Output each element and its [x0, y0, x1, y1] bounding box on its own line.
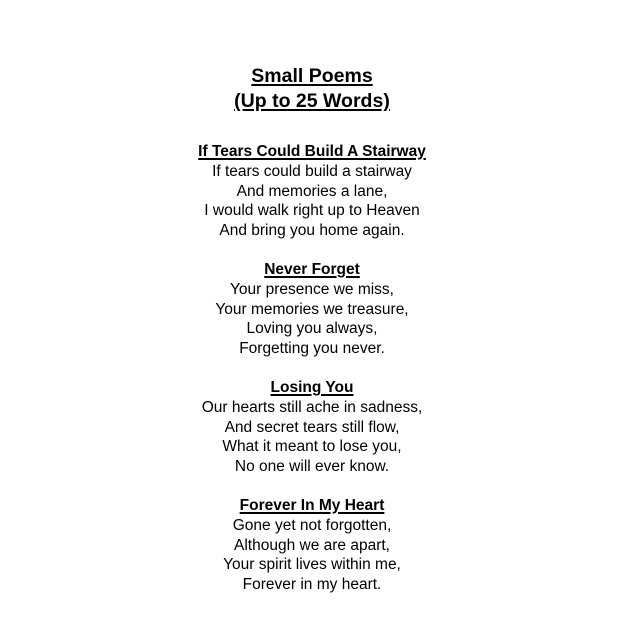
poem-line: If tears could build a stairway: [212, 163, 412, 180]
poem-line: Although we are apart,: [234, 536, 390, 554]
poem-losing-you: [0, 378, 624, 476]
poem-title: If Tears Could Build A Stairway: [198, 143, 426, 160]
document-title-line-1: Small Poems: [251, 65, 373, 87]
poem-line: Our hearts still ache in sadness,: [201, 399, 423, 416]
poem-line: And memories a lane,: [236, 182, 388, 200]
poem-title: Never Forget: [264, 261, 360, 278]
document-title-line-2: (Up to 25 Words): [234, 90, 390, 112]
poem-line: Loving you always,: [246, 320, 378, 337]
poem-title: Losing You: [270, 379, 354, 396]
poem-line: Forever in my heart.: [242, 575, 382, 593]
poem-never-forget: [0, 260, 624, 358]
document-page: [0, 64, 624, 594]
poem-line: And bring you home again.: [219, 221, 405, 239]
poem-line: Your spirit lives within me,: [223, 556, 401, 573]
poem-line: Your memories we treasure,: [215, 300, 409, 318]
poem-line: Your presence we miss,: [230, 281, 394, 298]
poem-line: What it meant to lose you,: [222, 438, 402, 455]
poem-line: I would walk right up to Heaven: [204, 202, 420, 219]
poem-line: Forgetting you never.: [239, 339, 385, 357]
poem-if-tears-could-build-a-stairway: [0, 142, 624, 240]
poem-line: And secret tears still flow,: [224, 418, 400, 436]
poem-title: Forever In My Heart: [239, 497, 385, 514]
poem-forever-in-my-heart: [0, 496, 624, 594]
poem-line: Gone yet not forgotten,: [232, 517, 392, 534]
poem-line: No one will ever know.: [234, 457, 390, 475]
